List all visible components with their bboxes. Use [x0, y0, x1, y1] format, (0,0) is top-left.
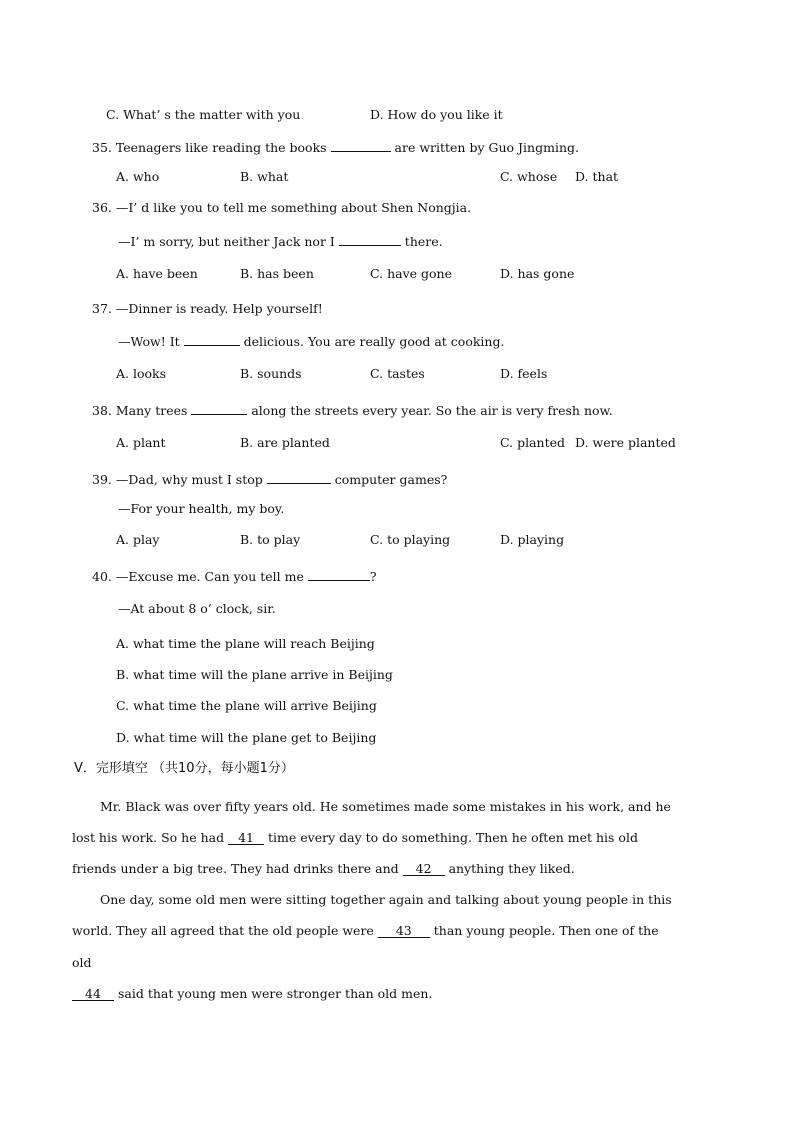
q38-option-d: D. were planted [575, 435, 676, 450]
passage-p2-line1: One day, some old men were sitting together again and talking about young people in this [100, 892, 672, 907]
q37-text-after: delicious. You are really good at cooking. [239, 334, 505, 349]
q35-option-c: C. whose [500, 169, 558, 184]
q39-blank [267, 470, 331, 484]
q36-option-b: B. has been [240, 266, 314, 281]
q39-option-b: B. to play [240, 532, 301, 547]
passage-p1-line1: Mr. Black was over fifty years old. He sometimes made some mistakes in his work, and he [100, 799, 671, 814]
passage-text: anything they liked. [444, 861, 575, 876]
q38-option-a: A. plant [116, 435, 166, 450]
section-v-title: V．完形填空 （共10分，每小题1分） [74, 761, 294, 776]
q39-option-c: C. to playing [370, 532, 451, 547]
q36-text-after: there. [400, 234, 443, 249]
q35-option-a: A. who [116, 169, 160, 184]
q39-line1 [92, 470, 447, 488]
passage-text: lost his work. So he had [72, 830, 229, 845]
q37-option-a: A. looks [116, 366, 167, 381]
q37-text-before: —Wow! It [118, 334, 184, 349]
q38-stem [92, 401, 613, 419]
passage-text: said that young men were stronger than old men. [114, 986, 433, 1001]
q40-option-d: D. what time will the plane get to Beijing [116, 730, 377, 745]
q36-line1: 36. —I’ d like you to tell me something about Shen Nongjia. [92, 200, 472, 215]
q39-option-a: A. play [116, 532, 160, 547]
q38-option-c: C. planted [500, 435, 565, 450]
q38-text-after: along the streets every year. So the air is very fresh now. [247, 403, 613, 418]
q40-text-before: 40. —Excuse me. Can you tell me [92, 569, 308, 584]
q37-line2 [118, 332, 504, 350]
q36-text-before: —I’ m sorry, but neither Jack nor I [118, 234, 339, 249]
passage-p2-line4 [72, 986, 432, 1002]
passage-p2-line2 [72, 923, 659, 939]
cloze-blank-42: 42 [403, 862, 445, 876]
q36-option-c: C. have gone [370, 266, 452, 281]
q37-line1: 37. —Dinner is ready. Help yourself! [92, 301, 323, 316]
passage-text: time every day to do something. Then he often met his old [264, 830, 638, 845]
passage-text: than young people. Then one of the [429, 923, 659, 938]
q37-blank [184, 332, 240, 346]
q36-line2 [118, 232, 443, 250]
q36-option-a: A. have been [116, 266, 198, 281]
q40-line2: —At about 8 o’ clock, sir. [118, 601, 276, 616]
q38-option-b: B. are planted [240, 435, 330, 450]
q40-blank [308, 567, 370, 581]
q35-blank [331, 138, 391, 152]
passage-p2-line3: old [72, 955, 92, 970]
q39-text-after: computer games? [330, 472, 448, 487]
q35-option-b: B. what [240, 169, 289, 184]
q38-blank [191, 401, 247, 415]
q37-option-d: D. feels [500, 366, 548, 381]
q35-stem [92, 138, 579, 156]
q37-option-b: B. sounds [240, 366, 302, 381]
q34-option-c: C. What’ s the matter with you [106, 107, 301, 122]
q35-option-d: D. that [575, 169, 619, 184]
q36-option-d: D. has gone [500, 266, 575, 281]
q40-text-after: ? [369, 569, 377, 584]
q37-option-c: C. tastes [370, 366, 425, 381]
q40-line1 [92, 567, 377, 585]
q39-text-before: 39. —Dad, why must I stop [92, 472, 267, 487]
passage-text: world. They all agreed that the old people were [72, 923, 378, 938]
q39-option-d: D. playing [500, 532, 565, 547]
cloze-blank-41: 41 [228, 831, 264, 845]
passage-p1-line2 [72, 830, 638, 846]
q34-option-d: D. How do you like it [370, 107, 503, 122]
q35-text-before: 35. Teenagers like reading the books [92, 140, 331, 155]
q40-option-b: B. what time will the plane arrive in Beijing [116, 667, 393, 682]
q39-line2: —For your health, my boy. [118, 501, 285, 516]
cloze-blank-43: 43 [378, 924, 430, 938]
q35-text-after: are written by Guo Jingming. [390, 140, 579, 155]
passage-text: friends under a big tree. They had drinks there and [72, 861, 403, 876]
q40-option-c: C. what time the plane will arrive Beijing [116, 698, 377, 713]
q36-blank [339, 232, 401, 246]
q40-option-a: A. what time the plane will reach Beijing [116, 636, 375, 651]
cloze-blank-44: 44 [72, 987, 114, 1001]
q38-text-before: 38. Many trees [92, 403, 192, 418]
passage-p1-line3 [72, 861, 575, 877]
